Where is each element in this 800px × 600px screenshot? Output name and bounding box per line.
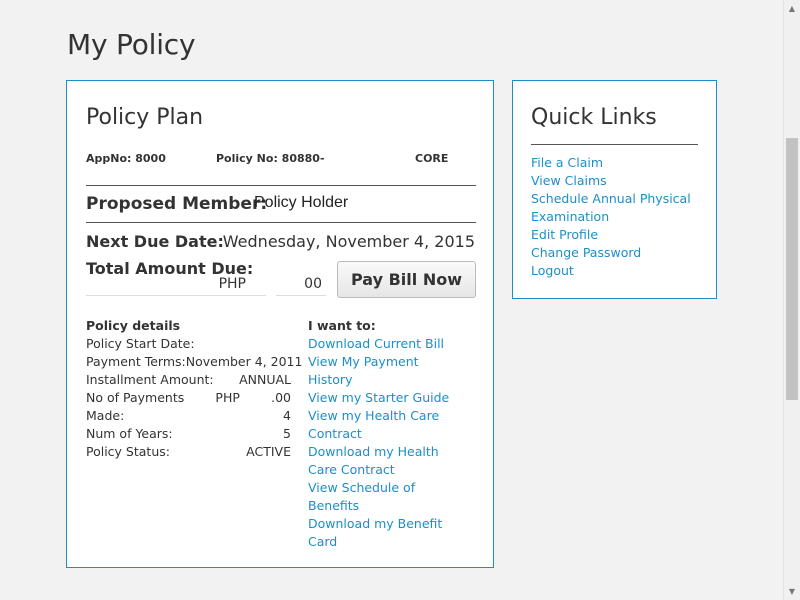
policy-plan-title: Policy Plan: [86, 105, 204, 130]
page-title: My Policy: [67, 28, 196, 61]
app-number: AppNo: 8000: [86, 152, 166, 165]
detail-row: [86, 425, 291, 443]
num-years-value: 5: [283, 426, 291, 441]
total-amount-due-label: Total Amount Due:: [86, 259, 254, 278]
detail-row: [86, 335, 291, 353]
policy-details: [86, 317, 303, 461]
arrow-down-icon[interactable]: ▼: [788, 587, 796, 596]
view-starter-guide-link[interactable]: View my Starter Guide: [308, 390, 450, 405]
payment-terms-value: November 4, 2011: [185, 354, 303, 369]
num-payments-label: No of Payments: [86, 390, 185, 405]
total-amount-currency: PHP: [86, 276, 266, 296]
installment-amount-label: Installment Amount:: [86, 372, 214, 387]
policy-status-value: ACTIVE: [246, 444, 291, 459]
policy-number: Policy No: 80880-: [216, 152, 325, 165]
payment-terms-label: Payment Terms:: [86, 354, 186, 369]
view-payment-history-link[interactable]: View My Payment History: [308, 354, 419, 387]
download-current-bill-link[interactable]: Download Current Bill: [308, 336, 445, 351]
proposed-member-label: Proposed Member:: [86, 194, 268, 214]
divider: [531, 144, 698, 145]
total-amount-cents: 00: [276, 276, 326, 296]
view-claims-link[interactable]: View Claims: [531, 173, 607, 188]
file-a-claim-link[interactable]: File a Claim: [531, 155, 604, 170]
installment-amount-value: ANNUAL: [239, 372, 291, 387]
view-schedule-of-benefits-link[interactable]: View Schedule of Benefits: [308, 480, 416, 513]
change-password-link[interactable]: Change Password: [531, 245, 642, 260]
quick-links-title: Quick Links: [531, 105, 657, 130]
divider: [86, 185, 476, 186]
download-health-care-contract-link[interactable]: Download my Health Care Contract: [308, 444, 439, 477]
num-payments-value: .00: [271, 390, 291, 405]
logout-link[interactable]: Logout: [531, 263, 574, 278]
download-benefit-card-link[interactable]: Download my Benefit Card: [308, 516, 443, 549]
quick-links-list: [531, 154, 706, 280]
view-health-care-contract-link[interactable]: View my Health Care Contract: [308, 408, 440, 441]
detail-row: [86, 353, 303, 371]
i-want-to-heading: I want to:: [308, 318, 376, 333]
made-value: 4: [283, 408, 291, 423]
next-due-date-value: Wednesday, November 4, 2015: [222, 232, 475, 251]
num-payments-currency: PHP: [215, 390, 240, 405]
vertical-scrollbar[interactable]: [783, 0, 800, 600]
divider: [86, 222, 476, 223]
quick-links-card: [512, 80, 717, 299]
num-years-label: Num of Years:: [86, 426, 173, 441]
arrow-up-icon[interactable]: ▲: [788, 4, 796, 13]
policy-details-heading: Policy details: [86, 318, 181, 333]
schedule-physical-exam-link[interactable]: Schedule Annual Physical Examination: [531, 191, 691, 224]
detail-row: [86, 443, 291, 461]
policy-status-label: Policy Status:: [86, 444, 170, 459]
scrollbar-thumb[interactable]: [786, 138, 798, 400]
policy-start-date-label: Policy Start Date:: [86, 336, 195, 351]
pay-bill-now-button[interactable]: Pay Bill Now: [337, 261, 476, 298]
detail-row: [86, 407, 291, 425]
policy-plan-card: [66, 80, 494, 568]
proposed-member-value: Policy Holder: [254, 194, 349, 211]
plan-code: CORE: [415, 152, 449, 165]
detail-row: [86, 371, 291, 389]
i-want-to-section: [308, 317, 458, 551]
made-label: Made:: [86, 408, 125, 423]
detail-row: [86, 389, 291, 407]
next-due-date-label: Next Due Date:: [86, 232, 224, 251]
edit-profile-link[interactable]: Edit Profile: [531, 227, 599, 242]
